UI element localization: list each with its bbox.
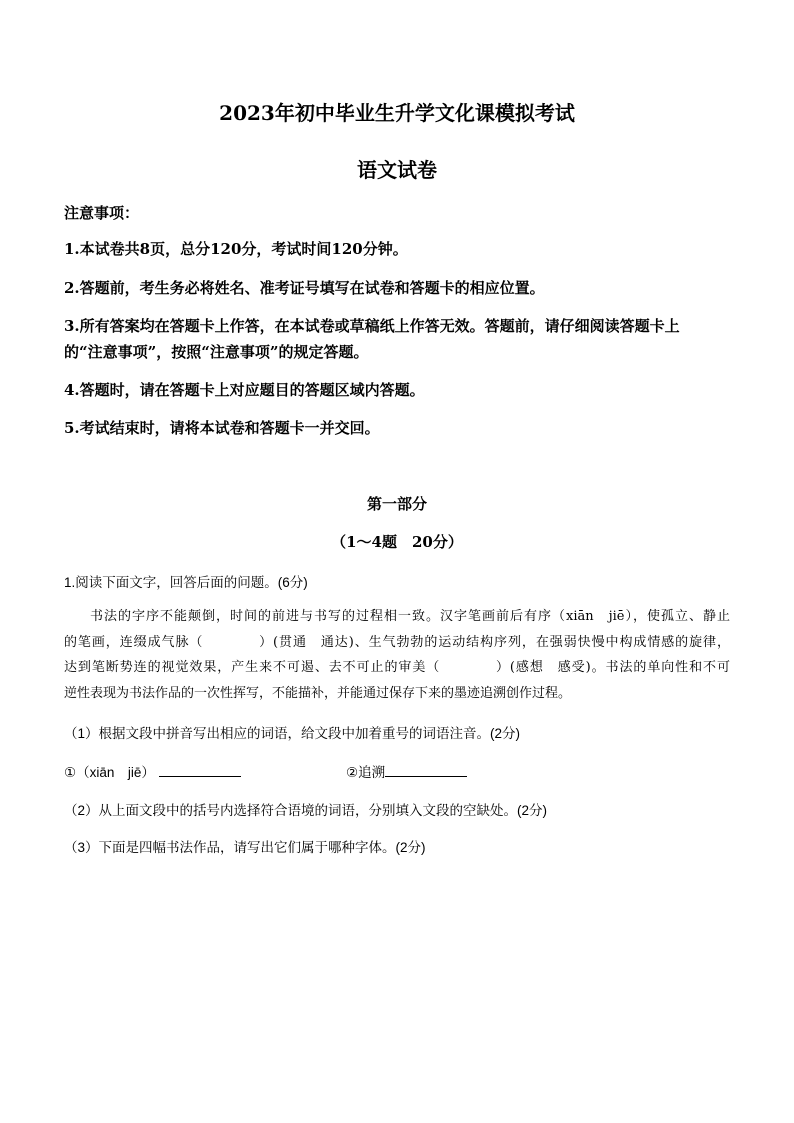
notices-heading: 注意事项： [64,204,140,222]
notice-item-3-line-1: 3.所有答案均在答题卡上作答，在本试卷或草稿纸上作答无效。答题前，请仔细阅读答题卡上 [64,317,680,335]
passage-line-4: 逆性表现为书法作品的一次性挥写，不能描补，并能通过保存下来的墨迹追溯创作过程。 [64,686,572,701]
answer-blank-2[interactable] [385,764,467,777]
answer-label-2: ②追溯 [346,765,386,780]
section-name: 第一部分 [366,495,427,513]
section-range: （1～4题 20分） [331,533,463,551]
question-1-sub-2: （2）从上面文段中的括号内选择符合语境的词语，分别填入文段的空缺处。(2分) [64,803,548,818]
question-1-sub-3: （3）下面是四幅书法作品，请写出它们属于哪种字体。(2分) [64,840,426,855]
answer-line-1 [64,761,241,781]
question-1-sub-1: （1）根据文段中拼音写出相应的词语，给文段中加着重号的词语注音。(2分) [64,726,521,741]
answer-label-1: ①（xiān jiē） [64,765,155,780]
passage-line-3: 达到笔断势连的视觉效果，产生来不可遏、去不可止的审美（ ）(感想 感受)。书法的单向性和不可 [64,660,730,675]
passage-line-1: 书法的字序不能颠倒，时间的前进与书写的过程相一致。汉字笔画前后有序（xiān jiē），使孤立、静止 [90,609,730,624]
notice-item-1: 1.本试卷共8页，总分120分，考试时间120分钟。 [64,240,408,258]
notice-item-4: 4.答题时，请在答题卡上对应题目的答题区域内答题。 [64,381,425,399]
question-1-stem: 1.阅读下面文字，回答后面的问题。(6分) [64,575,308,590]
passage-line-2: 的笔画，连缀成气脉（ ）(贯通 通达)、生气勃勃的运动结构序列，在强弱快慢中构成情感的旋律， [64,635,730,650]
notice-item-5: 5.考试结束时，请将本试卷和答题卡一并交回。 [64,419,380,437]
notice-item-2: 2.答题前，考生务必将姓名、准考证号填写在试卷和答题卡的相应位置。 [64,279,545,297]
answer-line-2 [346,761,467,781]
exam-title: 2023年初中毕业生升学文化课模拟考试 [219,101,575,125]
exam-subtitle: 语文试卷 [357,158,437,182]
answer-blank-1[interactable] [159,764,241,777]
notice-item-3-line-2: 的“注意事项”，按照“注意事项”的规定答题。 [64,343,369,361]
